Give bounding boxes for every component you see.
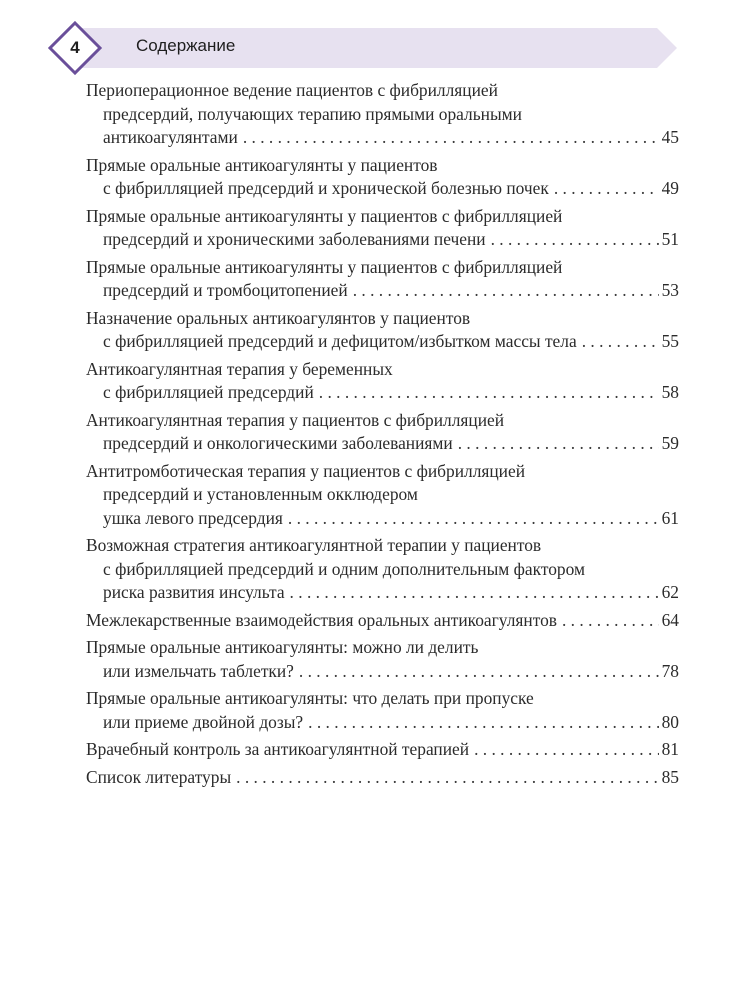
dot-leader xyxy=(319,381,659,405)
toc-entry-line: Возможная стратегия антикоагулянтной терапии у пациентов xyxy=(86,535,542,555)
toc-page-number: 45 xyxy=(661,127,679,147)
toc-entry-line: ушка левого предсердия xyxy=(103,507,283,528)
toc-page-number: 53 xyxy=(661,280,679,300)
dot-leader xyxy=(308,711,658,735)
toc-entry-last-line xyxy=(86,711,679,735)
header-band xyxy=(72,28,677,68)
dot-leader xyxy=(290,581,659,605)
toc-entry-last-line xyxy=(86,228,679,252)
toc-page-number: 62 xyxy=(661,582,679,602)
toc-entry[interactable] xyxy=(86,460,679,531)
toc-entry-last-line xyxy=(86,330,679,354)
toc-entry-last-line xyxy=(86,381,679,405)
toc-page-number: 59 xyxy=(661,433,679,453)
toc-entry-line: Врачебный контроль за антикоагулянтной терапией xyxy=(86,739,470,759)
toc-entry-last-line xyxy=(86,581,679,605)
toc-entry[interactable] xyxy=(86,307,679,354)
page-badge xyxy=(48,21,102,75)
toc-entry[interactable] xyxy=(86,738,679,762)
toc-entry-line: Список литературы xyxy=(86,766,232,787)
dot-leader xyxy=(458,432,659,456)
toc-entry-line: Антикоагулянтная терапия у беременных xyxy=(86,358,393,379)
toc-entry-line: антикоагулянтами xyxy=(103,127,238,147)
dot-leader xyxy=(243,126,659,150)
toc-entry-last-line xyxy=(86,660,679,684)
toc-entry-line: предсердий и онкологическими заболеваниями xyxy=(103,433,453,453)
toc-entry[interactable] xyxy=(86,205,679,252)
toc-entry-last-line xyxy=(86,507,679,531)
table-of-contents xyxy=(86,79,679,793)
toc-entry-line: Антитромботическая терапия у пациентов с фибрилляцией xyxy=(86,460,526,481)
dot-leader xyxy=(562,609,659,633)
toc-entry[interactable] xyxy=(86,636,679,683)
toc-entry-line: с фибрилляцией предсердий и одним дополнительным фактором xyxy=(103,558,585,579)
toc-entry-line: Антикоагулянтная терапия у пациентов с фибрилляцией xyxy=(86,409,505,430)
toc-entry-last-line xyxy=(86,126,679,150)
toc-page-number: 78 xyxy=(661,660,679,681)
toc-entry-last-line xyxy=(86,738,679,762)
toc-page-number: 81 xyxy=(661,739,679,759)
toc-entry-line: Прямые оральные антикоагулянты у пациентов с фибрилляцией xyxy=(86,205,563,226)
toc-entry-line: предсердий и тромбоцитопенией xyxy=(103,280,348,300)
dot-leader xyxy=(288,507,659,531)
toc-entry-last-line xyxy=(86,432,679,456)
toc-entry-line: Назначение оральных антикоагулянтов у пациентов xyxy=(86,307,471,328)
toc-page-number: 49 xyxy=(661,178,679,198)
dot-leader xyxy=(554,177,659,201)
toc-entry-line: Периоперационное ведение пациентов с фибрилляцией xyxy=(86,80,498,100)
toc-page-number: 85 xyxy=(661,766,679,787)
dot-leader xyxy=(353,279,659,303)
toc-entry-line: Межлекарственные взаимодействия оральных антикоагулянтов xyxy=(86,609,557,630)
toc-entry-line: предсердий, получающих терапию прямыми оральными xyxy=(103,103,522,124)
toc-entry[interactable] xyxy=(86,358,679,405)
toc-page-number: 80 xyxy=(661,711,679,732)
toc-page-number: 51 xyxy=(661,229,679,249)
toc-entry-line: Прямые оральные антикоагулянты: что делать при пропуске xyxy=(86,688,534,708)
toc-entry[interactable] xyxy=(86,409,679,456)
toc-entry-line: Прямые оральные антикоагулянты у пациентов xyxy=(86,154,438,175)
toc-entry[interactable] xyxy=(86,154,679,201)
toc-entry-line: Прямые оральные антикоагулянты у пациентов с фибрилляцией xyxy=(86,256,563,277)
toc-entry[interactable] xyxy=(86,534,679,605)
page-number: 4 xyxy=(70,38,80,57)
toc-entry-line: или измельчать таблетки? xyxy=(103,660,294,681)
dot-leader xyxy=(474,738,659,762)
toc-page-number: 55 xyxy=(661,331,679,351)
toc-entry-line: предсердий и хроническими заболеваниями печени xyxy=(103,229,486,249)
toc-entry-line: или приеме двойной дозы? xyxy=(103,711,304,732)
dot-leader xyxy=(236,766,658,790)
dot-leader xyxy=(491,228,659,252)
toc-entry-last-line xyxy=(86,609,679,633)
toc-entry[interactable] xyxy=(86,609,679,633)
toc-entry[interactable] xyxy=(86,79,679,150)
toc-entry-line: риска развития инсульта xyxy=(103,582,285,602)
dot-leader xyxy=(582,330,659,354)
toc-entry-last-line xyxy=(86,177,679,201)
toc-entry[interactable] xyxy=(86,687,679,734)
toc-page-number: 61 xyxy=(661,507,679,528)
toc-entry-line: с фибрилляцией предсердий и дефицитом/избытком массы тела xyxy=(103,331,577,351)
toc-entry[interactable] xyxy=(86,766,679,790)
dot-leader xyxy=(299,660,659,684)
toc-entry-line: с фибрилляцией предсердий xyxy=(103,382,314,402)
section-title: Содержание xyxy=(136,36,236,55)
toc-entry-line: Прямые оральные антикоагулянты: можно ли делить xyxy=(86,637,479,657)
toc-entry-last-line xyxy=(86,766,679,790)
toc-entry[interactable] xyxy=(86,256,679,303)
toc-entry-last-line xyxy=(86,279,679,303)
toc-entry-line: с фибрилляцией предсердий и хронической болезнью почек xyxy=(103,178,549,198)
toc-entry-line: предсердий и установленным окклюдером xyxy=(103,484,418,504)
toc-page-number: 64 xyxy=(661,609,679,630)
toc-page-number: 58 xyxy=(661,382,679,402)
